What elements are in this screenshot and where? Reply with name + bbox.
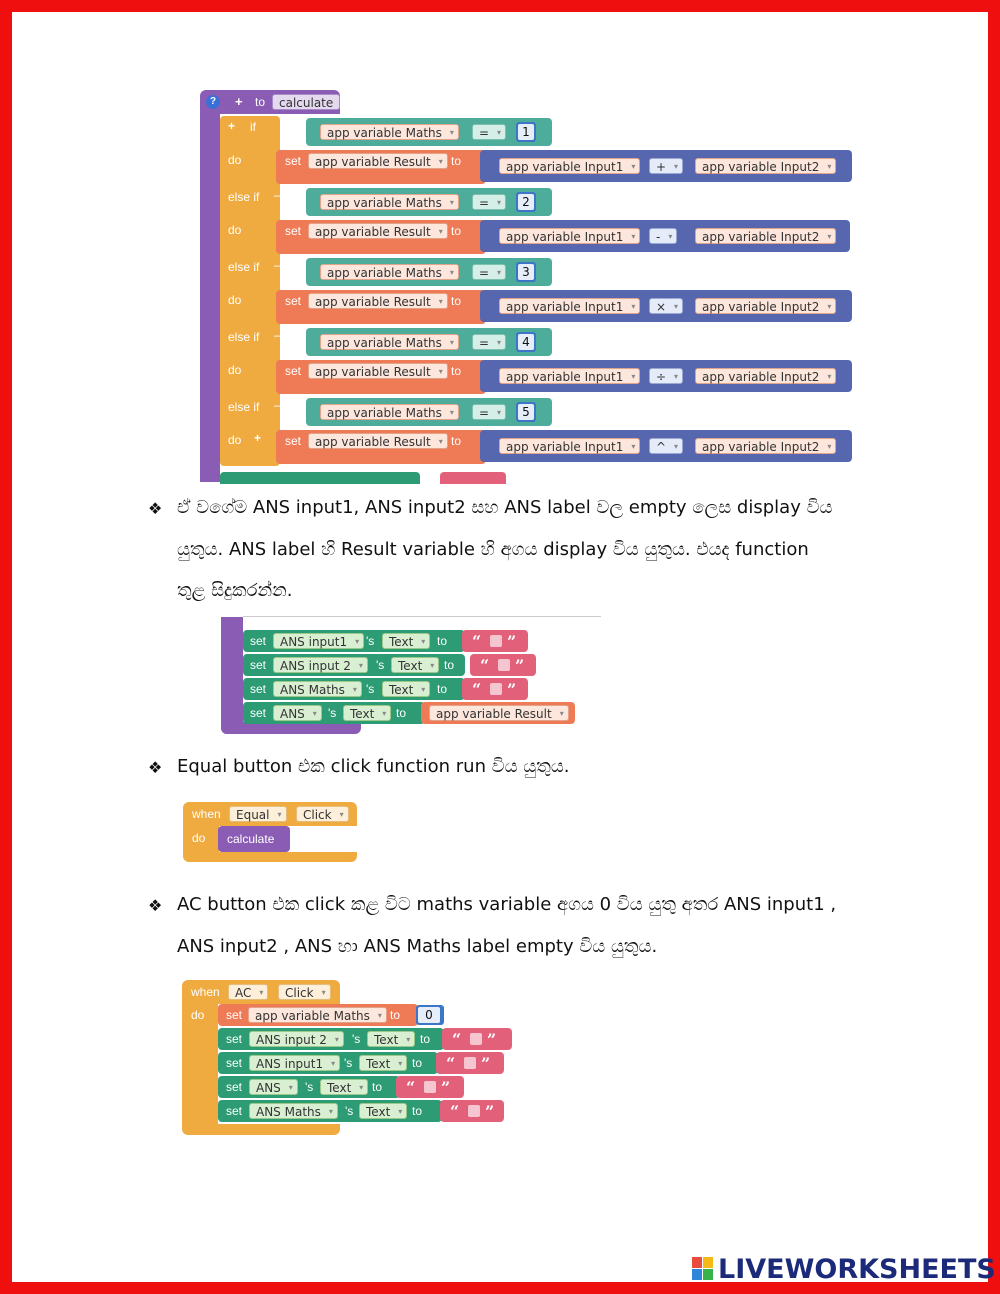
empty-string-block[interactable]: “ ” [462,678,528,700]
procedure-body-rail [221,617,243,734]
set-label: set [285,224,302,238]
remove-icon[interactable]: – [274,398,281,412]
help-icon[interactable]: ? [206,95,220,109]
empty-string-block[interactable]: “ ” [470,654,536,676]
when-label: when [191,985,220,999]
number-block [516,192,536,212]
possessive-label: 's [352,1032,361,1046]
component-dropdown[interactable]: ANS Maths ▾ [273,681,362,697]
instruction-text: තුළ සිදුකරන්න. [177,580,293,601]
event-footer [182,1124,340,1135]
to-label: to [451,434,462,448]
event-dropdown[interactable]: Click ▾ [278,984,331,1000]
logo-icon [692,1257,714,1281]
math-operator-dropdown[interactable]: ÷ ▾ [649,368,683,384]
var-result-field[interactable]: app variable Result ▾ [308,433,448,449]
var-result-field[interactable]: app variable Result ▾ [429,705,569,721]
event-dropdown[interactable]: Click ▾ [296,806,349,822]
do-label: do [228,293,242,307]
possessive-label: 's [345,1104,354,1118]
var-result-field[interactable]: app variable Result ▾ [308,293,448,309]
var-input2-field[interactable]: app variable Input2 ▾ [695,298,836,314]
empty-string-block[interactable]: “ ” [440,1100,504,1122]
bullet-icon: ❖ [148,896,163,915]
possessive-label: 's [376,658,385,672]
else-if-label: else if [228,400,260,414]
property-dropdown[interactable]: Text ▾ [359,1103,407,1119]
bullet-icon: ❖ [148,499,163,518]
procedure-to-label: to [255,95,266,109]
number-block [416,1005,444,1025]
compare-operator-dropdown[interactable]: = ▾ [472,264,506,280]
var-maths-field[interactable]: app variable Maths ▾ [320,404,459,420]
var-result-field[interactable]: app variable Result ▾ [308,363,448,379]
component-dropdown[interactable]: Equal ▾ [229,806,287,822]
number-block [516,402,536,422]
component-dropdown[interactable]: ANS input1 ▾ [273,633,364,649]
var-input1-field[interactable]: app variable Input1 ▾ [499,438,640,454]
var-input1-field[interactable]: app variable Input1 ▾ [499,228,640,244]
property-dropdown[interactable]: Text ▾ [391,657,439,673]
empty-string-block[interactable]: “ ” [442,1028,512,1050]
possessive-label: 's [305,1080,314,1094]
number-block [516,122,536,142]
component-dropdown[interactable]: ANS input 2 ▾ [249,1031,344,1047]
do-label: do [192,831,206,845]
set-label: set [250,634,267,648]
component-dropdown[interactable]: ANS ▾ [249,1079,298,1095]
math-operator-dropdown[interactable]: - ▾ [649,228,677,244]
do-label: do [191,1008,205,1022]
to-label: to [444,658,455,672]
set-label: set [285,434,302,448]
procedure-body-rail [200,110,220,482]
do-label: do [228,433,242,447]
set-label: set [285,364,302,378]
var-maths-field[interactable]: app variable Maths ▾ [320,194,459,210]
empty-string-block[interactable]: “ ” [436,1052,504,1074]
instruction-text: ඒ වගේම ANS input1, ANS input2 සහ ANS label වල empty ලෙස display විය [177,497,833,518]
set-label: set [226,1056,243,1070]
component-dropdown[interactable]: ANS ▾ [273,705,322,721]
compare-operator-dropdown[interactable]: = ▾ [472,124,506,140]
component-dropdown[interactable]: ANS input 2 ▾ [273,657,368,673]
component-dropdown[interactable]: ANS input1 ▾ [249,1055,340,1071]
number-value[interactable]: 2 [518,194,534,210]
empty-string-block[interactable]: “ ” [396,1076,464,1098]
remove-icon[interactable]: – [274,328,281,342]
to-label: to [451,154,462,168]
procedure-name-field[interactable]: calculate [272,94,340,110]
set-label: set [226,1080,243,1094]
possessive-label: 's [366,634,375,648]
to-label: to [390,1008,401,1022]
instruction-text: AC button එක click කළ විට maths variable අගය 0 විය යුතු අතර ANS input1 , [177,894,837,915]
var-maths-field[interactable]: app variable Maths ▾ [248,1007,387,1023]
when-label: when [192,807,221,821]
to-label: to [437,682,448,696]
to-label: to [451,364,462,378]
var-input2-field[interactable]: app variable Input2 ▾ [695,228,836,244]
set-label: set [226,1032,243,1046]
property-dropdown[interactable]: Text ▾ [343,705,391,721]
event-footer [183,852,357,862]
call-procedure-label[interactable]: calculate [227,832,275,846]
to-label: to [412,1104,423,1118]
number-block [516,262,536,282]
number-value[interactable]: 0 [418,1007,440,1023]
var-result-field[interactable]: app variable Result ▾ [308,223,448,239]
to-label: to [412,1056,423,1070]
var-maths-field[interactable]: app variable Maths ▾ [320,264,459,280]
set-label: set [285,154,302,168]
cutoff-block [220,472,420,484]
var-input2-field[interactable]: app variable Input2 ▾ [695,158,836,174]
else-if-label: else if [228,260,260,274]
number-value[interactable]: 3 [518,264,534,280]
bullet-icon: ❖ [148,758,163,777]
else-if-label: else if [228,190,260,204]
remove-icon[interactable]: – [274,188,281,202]
liveworksheets-logo [692,1254,996,1284]
math-operator-dropdown[interactable]: + ▾ [649,158,683,174]
compare-operator-dropdown[interactable]: = ▾ [472,334,506,350]
number-value[interactable]: 5 [518,404,534,420]
property-dropdown[interactable]: Text ▾ [382,633,430,649]
set-label: set [226,1104,243,1118]
number-block [516,332,536,352]
crop-line [243,616,601,617]
if-plus-icon[interactable]: + [228,119,236,133]
to-label: to [451,294,462,308]
do-label: do [228,223,242,237]
number-value[interactable]: 1 [518,124,534,140]
math-operator-dropdown[interactable]: × ▾ [649,298,683,314]
to-label: to [372,1080,383,1094]
to-label: to [420,1032,431,1046]
empty-string-block[interactable]: “ ” [462,630,528,652]
component-dropdown[interactable]: AC ▾ [228,984,268,1000]
var-input1-field[interactable]: app variable Input1 ▾ [499,298,640,314]
property-dropdown[interactable]: Text ▾ [382,681,430,697]
var-maths-field[interactable]: app variable Maths ▾ [320,124,459,140]
remove-icon[interactable]: – [274,258,281,272]
if-label: if [250,120,256,134]
possessive-label: 's [328,706,337,720]
component-dropdown[interactable]: ANS Maths ▾ [249,1103,338,1119]
else-if-label: else if [228,330,260,344]
instruction-text: Equal button එක click function run විය යුතුය. [177,756,570,777]
var-maths-field[interactable]: app variable Maths ▾ [320,334,459,350]
var-input1-field[interactable]: app variable Input1 ▾ [499,368,640,384]
logo-text: LIVEWORKSHEETS [718,1253,996,1285]
to-label: to [396,706,407,720]
number-value[interactable]: 4 [518,334,534,350]
mutator-plus-icon[interactable]: + [235,94,243,109]
instruction-text: ANS input2 , ANS හා ANS Maths label empty විය යුතුය. [177,936,658,957]
var-input2-field[interactable]: app variable Input2 ▾ [695,438,836,454]
property-dropdown[interactable]: Text ▾ [359,1055,407,1071]
do-label: do [228,363,242,377]
var-result-field[interactable]: app variable Result ▾ [308,153,448,169]
else-plus-icon[interactable]: + [254,431,262,445]
math-operator-dropdown[interactable]: ^ ▾ [649,438,683,454]
possessive-label: 's [344,1056,353,1070]
set-label: set [250,658,267,672]
to-label: to [437,634,448,648]
do-label: do [228,153,242,167]
var-input2-field[interactable]: app variable Input2 ▾ [695,368,836,384]
to-label: to [451,224,462,238]
set-label: set [250,682,267,696]
property-dropdown[interactable]: Text ▾ [320,1079,368,1095]
possessive-label: 's [366,682,375,696]
compare-operator-dropdown[interactable]: = ▾ [472,194,506,210]
compare-operator-dropdown[interactable]: = ▾ [472,404,506,420]
set-label: set [285,294,302,308]
property-dropdown[interactable]: Text ▾ [367,1031,415,1047]
var-input1-field[interactable]: app variable Input1 ▾ [499,158,640,174]
instruction-text: යුතුය. ANS label හි Result variable හි අගය display විය යුතුය. එයද function [177,539,809,560]
set-label: set [226,1008,243,1022]
set-label: set [250,706,267,720]
cutoff-block [440,472,506,484]
